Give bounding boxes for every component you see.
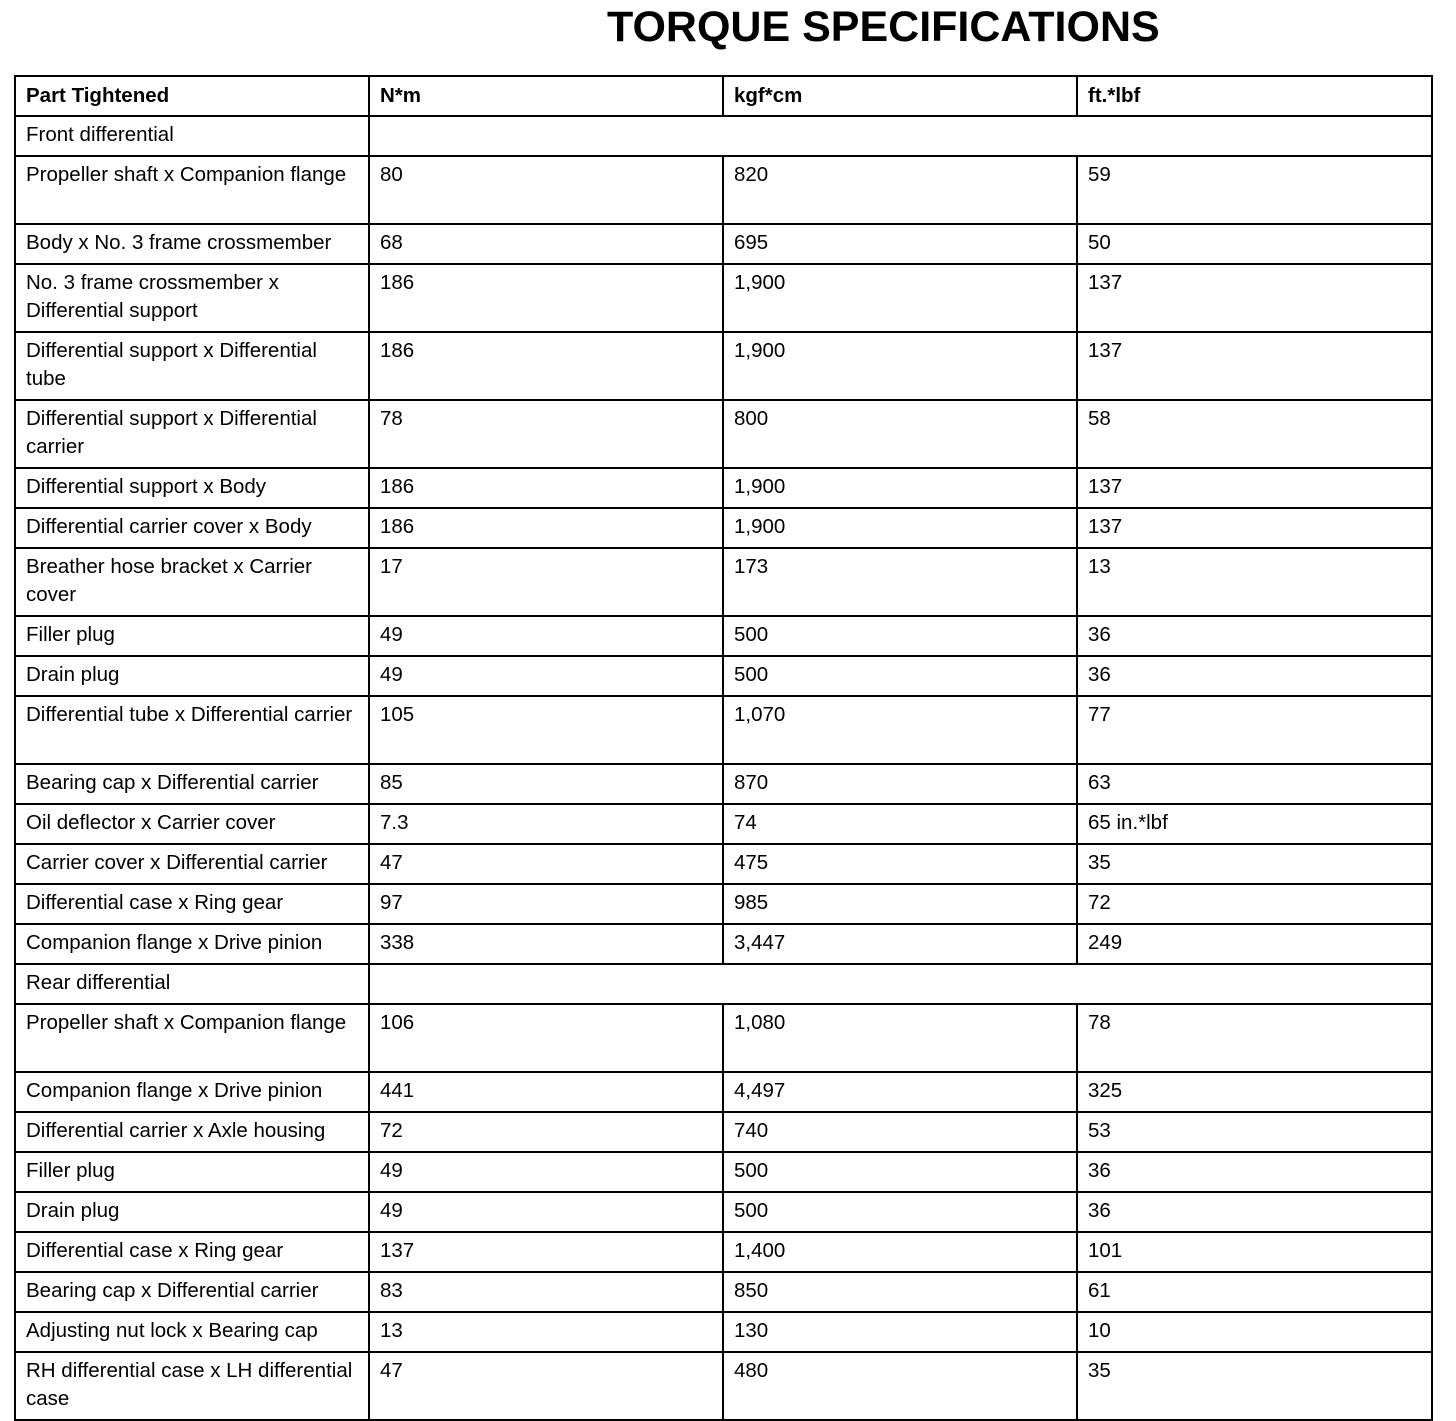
kgfcm-cell: 820 (723, 156, 1077, 224)
part-cell: Carrier cover x Differential carrier (15, 844, 369, 884)
ftlbf-cell: 35 (1077, 844, 1432, 884)
table-row (15, 468, 1432, 508)
column-header-nm: N*m (369, 76, 723, 116)
part-cell: Filler plug (15, 1152, 369, 1192)
nm-cell: 49 (369, 1192, 723, 1232)
kgfcm-cell: 500 (723, 1152, 1077, 1192)
kgfcm-cell: 695 (723, 224, 1077, 264)
ftlbf-cell: 10 (1077, 1312, 1432, 1352)
column-header-kgfcm: kgf*cm (723, 76, 1077, 116)
table-row (15, 1192, 1432, 1232)
kgfcm-cell: 800 (723, 400, 1077, 468)
table-row (15, 1312, 1432, 1352)
ftlbf-cell: 36 (1077, 1152, 1432, 1192)
part-cell: Breather hose bracket x Carrier cover (15, 548, 369, 616)
ftlbf-cell: 72 (1077, 884, 1432, 924)
table-row (15, 1004, 1432, 1072)
nm-cell: 47 (369, 1352, 723, 1420)
ftlbf-cell: 137 (1077, 468, 1432, 508)
ftlbf-cell: 58 (1077, 400, 1432, 468)
kgfcm-cell: 3,447 (723, 924, 1077, 964)
table-row (15, 844, 1432, 884)
nm-cell: 105 (369, 696, 723, 764)
ftlbf-cell: 13 (1077, 548, 1432, 616)
section-spacer-cell (369, 964, 1432, 1004)
nm-cell: 85 (369, 764, 723, 804)
part-cell: Differential case x Ring gear (15, 884, 369, 924)
part-cell: Adjusting nut lock x Bearing cap (15, 1312, 369, 1352)
table-row (15, 884, 1432, 924)
table-row (15, 264, 1432, 332)
part-cell: Companion flange x Drive pinion (15, 924, 369, 964)
table-row (15, 1152, 1432, 1192)
page-title: TORQUE SPECIFICATIONS (607, 3, 1160, 51)
nm-cell: 441 (369, 1072, 723, 1112)
nm-cell: 186 (369, 332, 723, 400)
table-row (15, 400, 1432, 468)
kgfcm-cell: 870 (723, 764, 1077, 804)
ftlbf-cell: 137 (1077, 332, 1432, 400)
ftlbf-cell: 61 (1077, 1272, 1432, 1312)
part-cell: Oil deflector x Carrier cover (15, 804, 369, 844)
table-row (15, 1272, 1432, 1312)
kgfcm-cell: 130 (723, 1312, 1077, 1352)
ftlbf-cell: 77 (1077, 696, 1432, 764)
nm-cell: 186 (369, 264, 723, 332)
nm-cell: 80 (369, 156, 723, 224)
table-row (15, 548, 1432, 616)
ftlbf-cell: 36 (1077, 616, 1432, 656)
kgfcm-cell: 173 (723, 548, 1077, 616)
nm-cell: 49 (369, 616, 723, 656)
ftlbf-cell: 101 (1077, 1232, 1432, 1272)
kgfcm-cell: 74 (723, 804, 1077, 844)
ftlbf-cell: 325 (1077, 1072, 1432, 1112)
kgfcm-cell: 4,497 (723, 1072, 1077, 1112)
part-cell: Differential carrier x Axle housing (15, 1112, 369, 1152)
part-cell: RH differential case x LH differential case (15, 1352, 369, 1420)
kgfcm-cell: 1,080 (723, 1004, 1077, 1072)
part-cell: Differential support x Differential tube (15, 332, 369, 400)
kgfcm-cell: 500 (723, 616, 1077, 656)
part-cell: Body x No. 3 frame crossmember (15, 224, 369, 264)
ftlbf-cell: 63 (1077, 764, 1432, 804)
kgfcm-cell: 1,400 (723, 1232, 1077, 1272)
table-row (15, 1352, 1432, 1420)
part-cell: Drain plug (15, 656, 369, 696)
kgfcm-cell: 480 (723, 1352, 1077, 1420)
part-cell: Differential support x Body (15, 468, 369, 508)
kgfcm-cell: 740 (723, 1112, 1077, 1152)
ftlbf-cell: 36 (1077, 656, 1432, 696)
section-row (15, 964, 1432, 1004)
nm-cell: 186 (369, 468, 723, 508)
kgfcm-cell: 475 (723, 844, 1077, 884)
nm-cell: 72 (369, 1112, 723, 1152)
section-label: Rear differential (15, 964, 369, 1004)
nm-cell: 13 (369, 1312, 723, 1352)
ftlbf-cell: 249 (1077, 924, 1432, 964)
column-header-ftlbf: ft.*lbf (1077, 76, 1432, 116)
kgfcm-cell: 1,900 (723, 332, 1077, 400)
section-spacer-cell (369, 116, 1432, 156)
ftlbf-cell: 137 (1077, 508, 1432, 548)
torque-spec-table (14, 75, 1433, 1421)
kgfcm-cell: 1,070 (723, 696, 1077, 764)
table-row (15, 696, 1432, 764)
ftlbf-cell: 65 in.*lbf (1077, 804, 1432, 844)
table-row (15, 616, 1432, 656)
ftlbf-cell: 53 (1077, 1112, 1432, 1152)
nm-cell: 17 (369, 548, 723, 616)
part-cell: No. 3 frame crossmember x Differential support (15, 264, 369, 332)
kgfcm-cell: 1,900 (723, 508, 1077, 548)
part-cell: Bearing cap x Differential carrier (15, 764, 369, 804)
part-cell: Drain plug (15, 1192, 369, 1232)
nm-cell: 83 (369, 1272, 723, 1312)
part-cell: Companion flange x Drive pinion (15, 1072, 369, 1112)
kgfcm-cell: 850 (723, 1272, 1077, 1312)
nm-cell: 49 (369, 656, 723, 696)
kgfcm-cell: 500 (723, 1192, 1077, 1232)
table-row (15, 224, 1432, 264)
kgfcm-cell: 1,900 (723, 468, 1077, 508)
table-row (15, 156, 1432, 224)
header-row (15, 76, 1432, 116)
ftlbf-cell: 35 (1077, 1352, 1432, 1420)
kgfcm-cell: 500 (723, 656, 1077, 696)
column-header-part: Part Tightened (15, 76, 369, 116)
kgfcm-cell: 1,900 (723, 264, 1077, 332)
nm-cell: 186 (369, 508, 723, 548)
table-row (15, 332, 1432, 400)
ftlbf-cell: 36 (1077, 1192, 1432, 1232)
nm-cell: 7.3 (369, 804, 723, 844)
torque-spec-body (15, 76, 1432, 1420)
nm-cell: 68 (369, 224, 723, 264)
table-row (15, 1112, 1432, 1152)
table-row (15, 804, 1432, 844)
table-row (15, 764, 1432, 804)
ftlbf-cell: 78 (1077, 1004, 1432, 1072)
nm-cell: 97 (369, 884, 723, 924)
nm-cell: 78 (369, 400, 723, 468)
part-cell: Differential case x Ring gear (15, 1232, 369, 1272)
ftlbf-cell: 50 (1077, 224, 1432, 264)
part-cell: Differential tube x Differential carrier (15, 696, 369, 764)
kgfcm-cell: 985 (723, 884, 1077, 924)
section-label: Front differential (15, 116, 369, 156)
nm-cell: 137 (369, 1232, 723, 1272)
table-row (15, 508, 1432, 548)
part-cell: Propeller shaft x Companion flange (15, 156, 369, 224)
table-row (15, 1232, 1432, 1272)
part-cell: Filler plug (15, 616, 369, 656)
ftlbf-cell: 137 (1077, 264, 1432, 332)
nm-cell: 47 (369, 844, 723, 884)
part-cell: Propeller shaft x Companion flange (15, 1004, 369, 1072)
part-cell: Bearing cap x Differential carrier (15, 1272, 369, 1312)
section-row (15, 116, 1432, 156)
part-cell: Differential carrier cover x Body (15, 508, 369, 548)
table-row (15, 1072, 1432, 1112)
nm-cell: 338 (369, 924, 723, 964)
nm-cell: 106 (369, 1004, 723, 1072)
ftlbf-cell: 59 (1077, 156, 1432, 224)
nm-cell: 49 (369, 1152, 723, 1192)
part-cell: Differential support x Differential carrier (15, 400, 369, 468)
table-row (15, 656, 1432, 696)
table-row (15, 924, 1432, 964)
